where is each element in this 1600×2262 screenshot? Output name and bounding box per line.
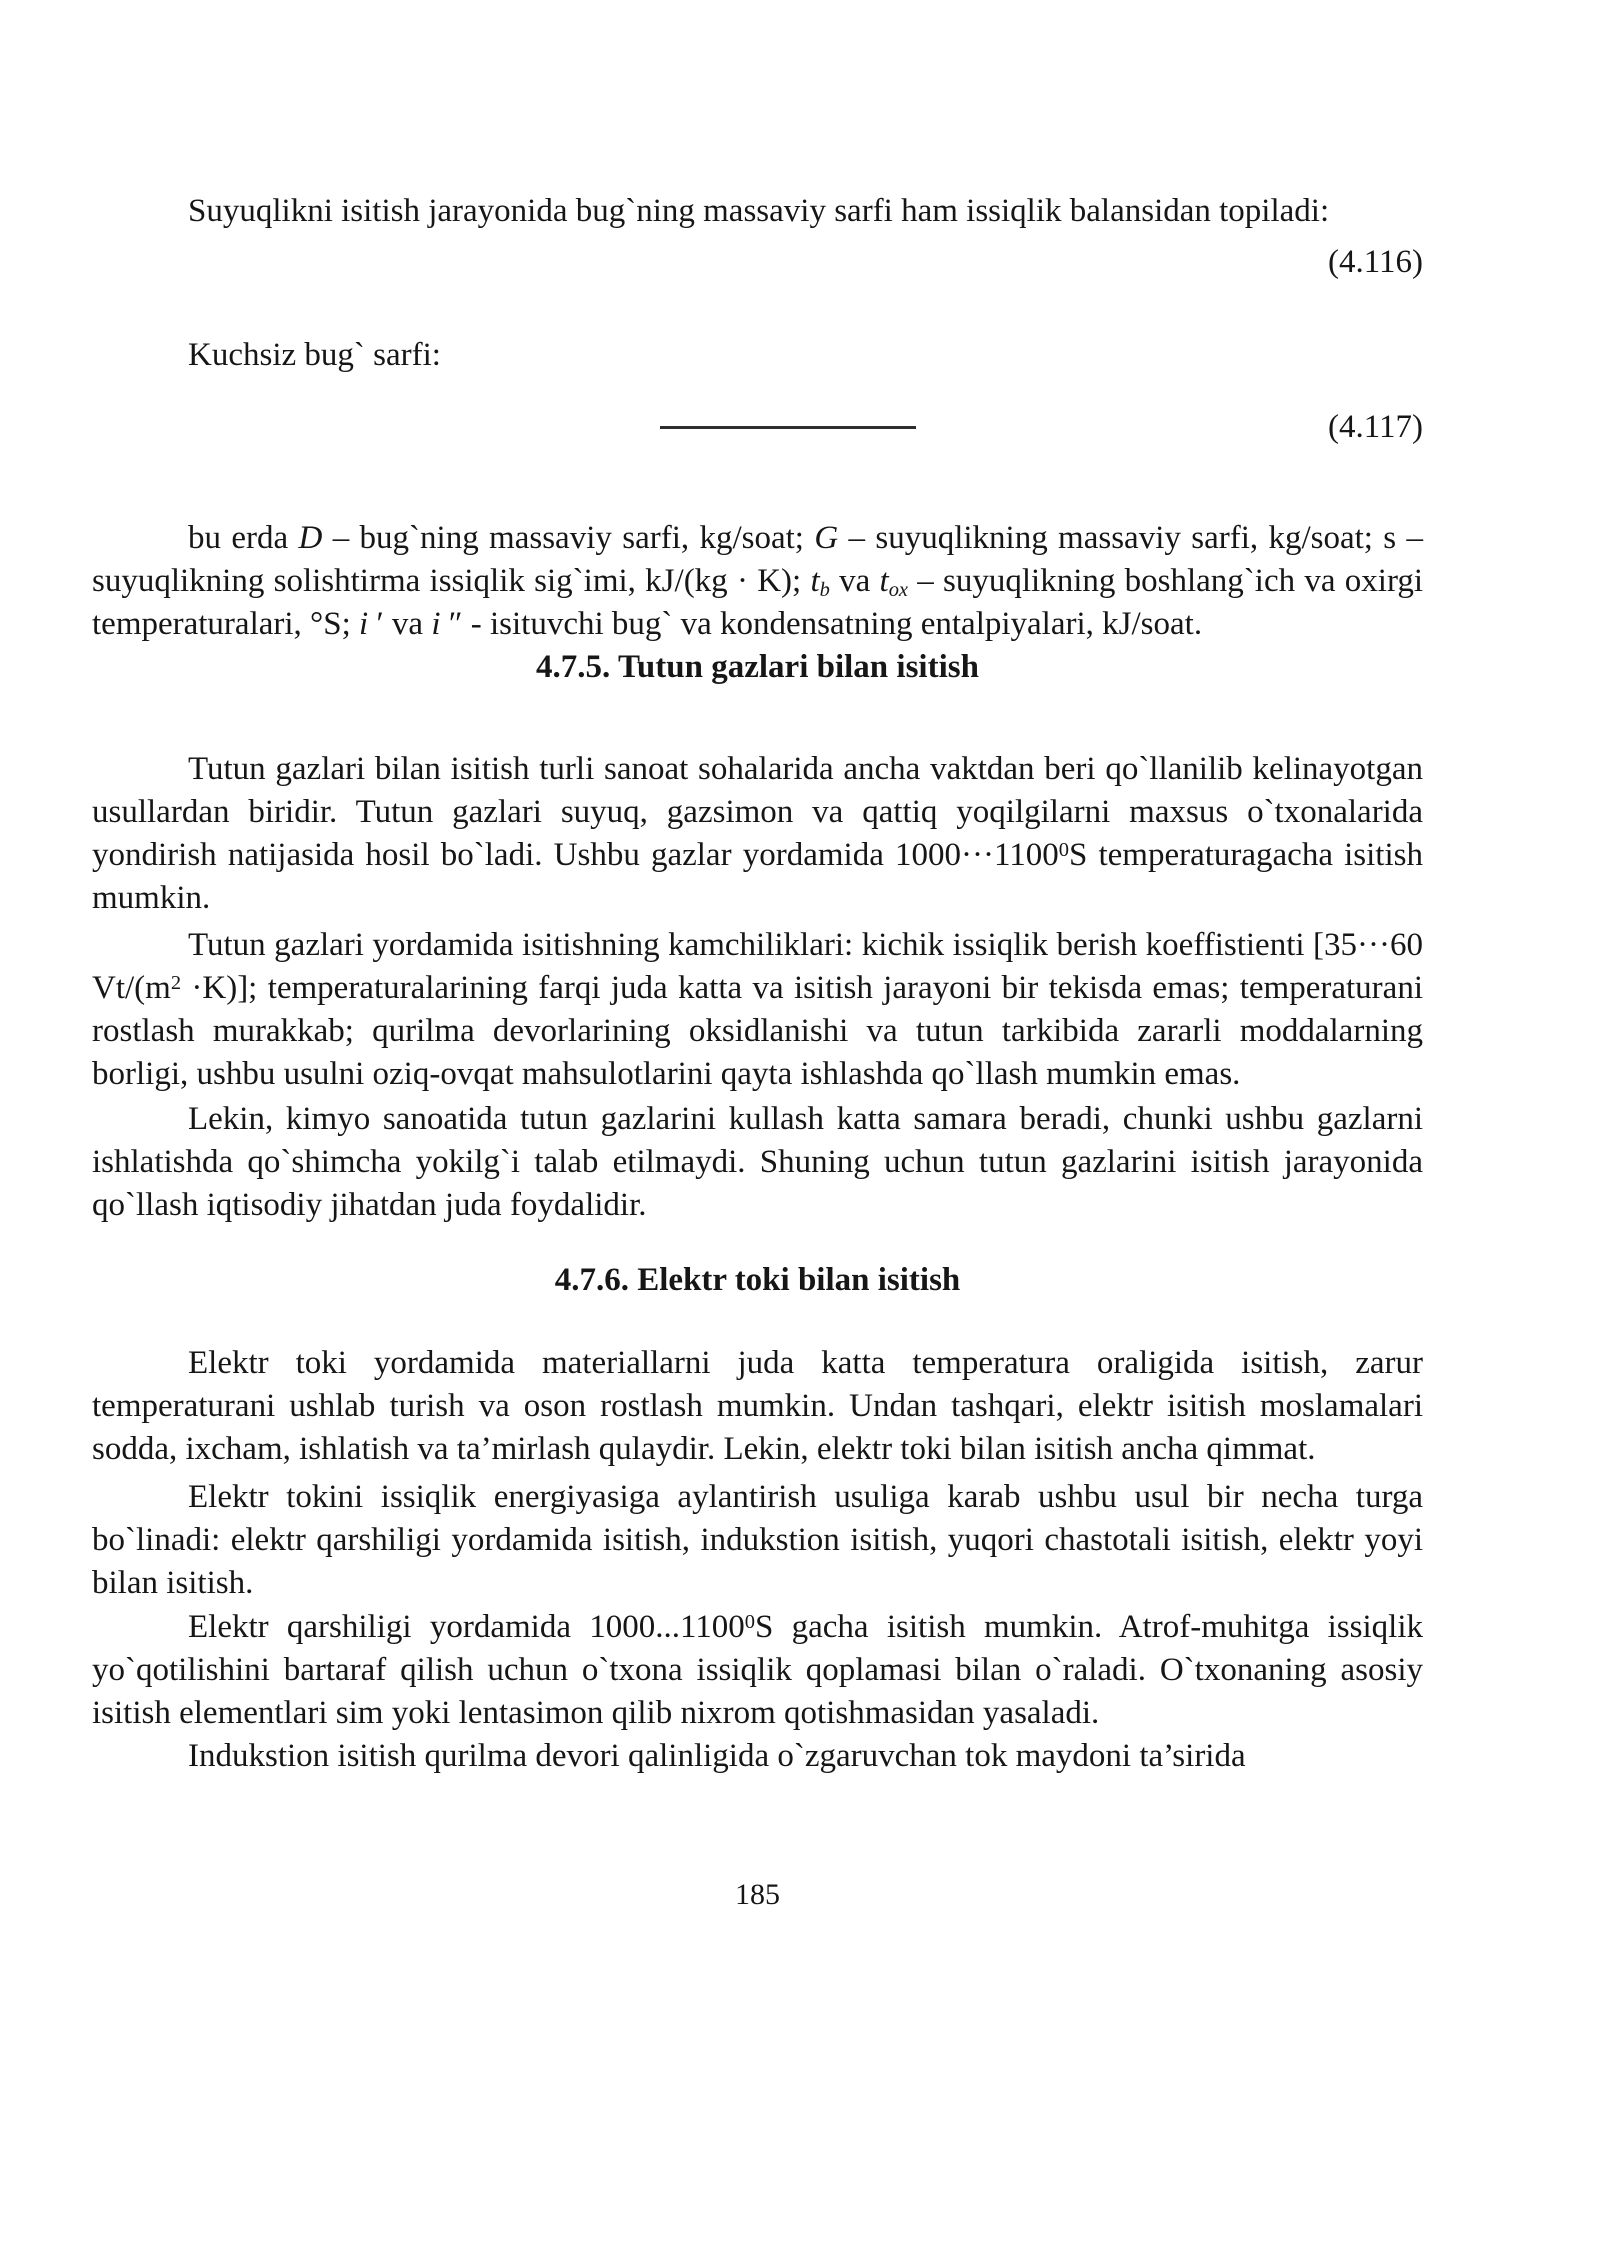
paragraph-indukstion-isitish: Indukstion isitish qurilma devori qalinligida o`zgaruvchan tok maydoni ta’sirida	[188, 1738, 1246, 1774]
paragraph-tutun-gazlari-intro: Tutun gazlari bilan isitish turli sanoat sohalarida ancha vaktdan beri qo`llanilib kelinayotgan usullardan biridir. Tutun gazlari suyuq, gazsimon va qattiq yoqilgilarni maxsus o`txonalarida yondirish natijasida hosil bo`ladi. Ushbu gazlar yordamida $1000\cdot\cdot\cdot 1100^0S$ temperaturagacha isitish mumkin.	[92, 751, 1423, 916]
page-number: 185	[735, 1878, 780, 1911]
paragraph-elektr-tokini-turlari: Elektr tokini issiqlik energiyasiga aylantirish usuliga karab ushbu usul bir necha turga bo`linadi: elektr qarshiligi yordamida isitish, indukstion isitish, yuqori chastotali isitish, elektr yoyi bilan isitish.	[92, 1479, 1423, 1601]
paragraph-variable-definitions: bu erda D – bug`ning massaviy sarfi, kg/soat; G – suyuqlikning massaviy sarfi, kg/soat; s – suyuqlikning solishtirma issiqlik sig`imi, kJ/(kg · K); $t_b$ va $t_{ox}$ – suyuqlikning boshlang`ich va oxirgi temperaturalari, °S; i ′ va i ″ - isituvchi bug` va kondensatning entalpiyalari, kJ/soat.	[92, 520, 1424, 642]
equation-row-4117	[92, 406, 1423, 449]
paragraph-elektr-toki-intro: Elektr toki yordamida materiallarni juda katta temperatura oraligida isitish, zarur temperaturani ushlab turish va oson rostlash mumkin. Undan tashqari, elektr isitish moslamalari sodda, ixcham, ishlatish va ta’mirlash qulaydir. Lekin, elektr toki bilan isitish ancha qimmat.	[92, 1345, 1423, 1467]
fraction-bar	[660, 426, 916, 429]
paragraph-elektr-qarshiligi: Elektr qarshiligi yordamida 1000...1100$^0$S gacha isitish mumkin. Atrof-muhitga issiqlik yo`qotilishini bartaraf qilish uchun o`txona issiqlik qoplamasi bilan o`raladi. O`txonaning asosiy isitish elementlari sim yoki lentasimon qilib nixrom qotishmasidan yasaladi.	[92, 1609, 1423, 1731]
section-heading-4-7-5: 4.7.5. Tutun gazlari bilan isitish	[536, 649, 979, 685]
equation-number-4117: (4.117)	[1327, 409, 1423, 445]
section-heading-4-7-6: 4.7.6. Elektr toki bilan isitish	[554, 1262, 961, 1298]
paragraph-tutun-kamchiliklari: Tutun gazlari yordamida isitishning kamchiliklari: kichik issiqlik berish koeffistienti [35···60 $Vt/(m^2 \cdot K)$]; temperaturalarining farqi juda katta va isitish jarayoni bir tekisda emas; temperaturani rostlash murakkab; qurilma devorlarining oksidlanishi va tutun tarkibida zararli moddalarning borligi, ushbu usulni oziq-ovqat mahsulotlarini qayta ishlashda qo`llash mumkin emas.	[92, 927, 1423, 1092]
paragraph-kuchsiz-bug-sarfi: Kuchsiz bug` sarfi:	[188, 337, 441, 373]
text-column	[92, 0, 1423, 1916]
paragraph-lekin-kimyo: Lekin, kimyo sanoatida tutun gazlarini kullash katta samara beradi, chunki ushbu gazlarni ishlatishda qo`shimcha yokilg`i talab etilmaydi. Shuning uchun tutun gazlarini isitish jarayonida qo`llash iqtisodiy jihatdan juda foydalidir.	[92, 1101, 1423, 1223]
equation-row-4116	[92, 241, 1423, 284]
paragraph-steam-balance: Suyuqlikni isitish jarayonida bug`ning massaviy sarfi ham issiqlik balansidan topiladi:	[188, 193, 1330, 229]
equation-number-4116: (4.116)	[1327, 244, 1423, 280]
